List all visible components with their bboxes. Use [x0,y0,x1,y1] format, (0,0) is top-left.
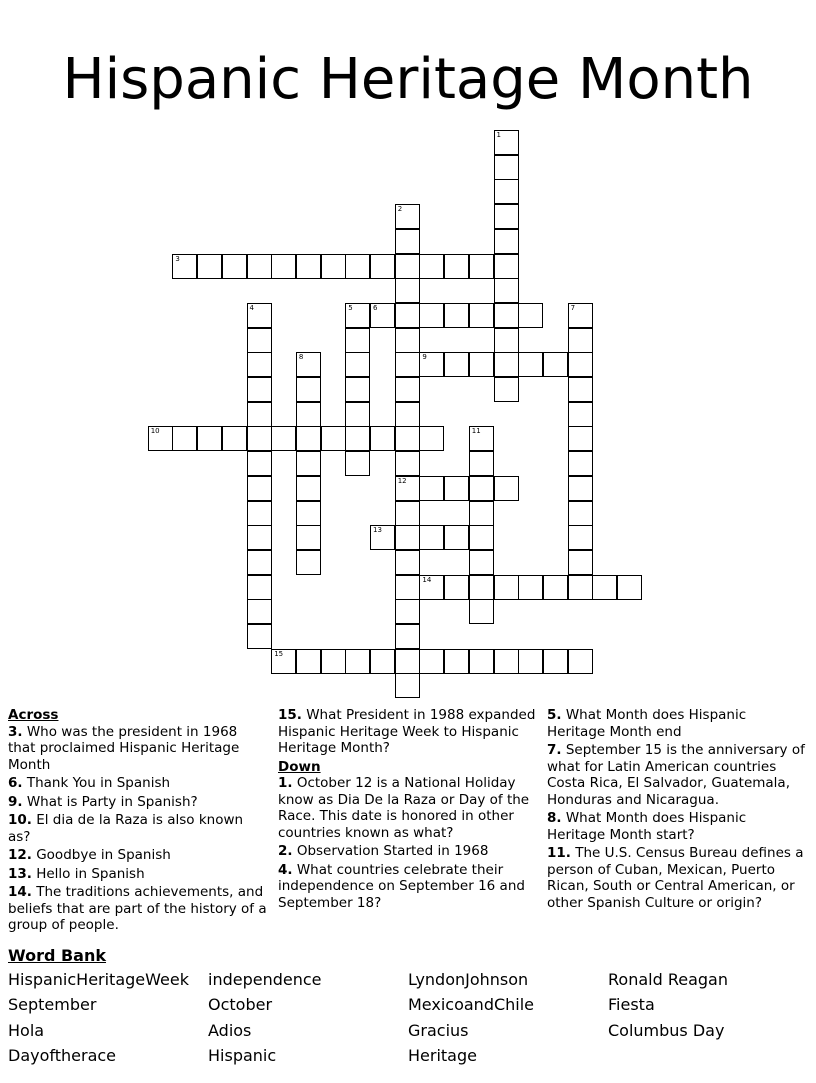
clue-label: 14. [8,884,32,900]
grid-cell[interactable] [247,254,272,279]
grid-cell[interactable] [296,402,321,427]
grid-cell[interactable] [444,575,469,600]
grid-cell[interactable] [271,649,296,674]
grid-cell[interactable] [469,501,494,526]
grid-cell[interactable] [444,303,469,328]
clue-text: What Month does Hispanic Heritage Month start? [547,810,747,843]
grid-cell[interactable] [494,328,519,353]
down-clue [278,862,538,912]
clue-label: 1. [278,775,293,791]
clue-number: 12 [397,476,407,485]
word-bank-item: Dayoftherace [8,1045,117,1065]
clue-number: 10 [150,427,160,436]
clue-label: 12. [8,847,32,863]
grid-cell[interactable] [345,328,370,353]
grid-cell[interactable] [247,352,272,377]
word-bank-item: LyndonJohnson [408,970,529,989]
grid-cell[interactable] [345,303,370,328]
word-bank-item: Hispanic [208,1045,277,1065]
grid-cell[interactable] [345,426,370,451]
clue-number: 8 [298,353,304,362]
grid-cell[interactable] [469,254,494,279]
grid-cell[interactable] [345,254,370,279]
clue-number: 7 [570,303,576,312]
grid-cell[interactable] [296,352,321,377]
grid-cell[interactable] [247,476,272,501]
clue-label: 13. [8,865,32,882]
grid-cell[interactable] [247,303,272,328]
grid-cell[interactable] [444,525,469,550]
grid-cell[interactable] [395,402,420,427]
clue-label: 11. [547,845,571,861]
grid-cell[interactable] [395,377,420,402]
grid-cell[interactable] [395,328,420,353]
grid-cell[interactable] [494,649,519,674]
grid-cell[interactable] [148,426,173,451]
grid-cell[interactable] [296,254,321,279]
grid-cell[interactable] [296,377,321,402]
clues-column-1 [8,707,268,936]
across-clue [8,794,268,811]
grid-cell[interactable] [494,229,519,254]
down-clue [547,742,807,808]
clue-text: October 12 is a National Holiday know as Dia De la Raza or Day of the Race. This date is honored in other countries known as what? [278,775,530,841]
grid-cell[interactable] [444,352,469,377]
grid-cell[interactable] [419,525,444,550]
grid-cell[interactable] [444,476,469,501]
grid-cell[interactable] [395,476,420,501]
grid-cell[interactable] [568,550,593,575]
grid-cell[interactable] [222,254,247,279]
grid-cell[interactable] [271,426,296,451]
grid-cell[interactable] [469,352,494,377]
grid-cell[interactable] [469,303,494,328]
grid-cell[interactable] [197,254,222,279]
grid-cell[interactable] [222,426,247,451]
clue-number: 14 [422,575,432,584]
grid-cell[interactable] [395,229,420,254]
grid-cell[interactable] [568,377,593,402]
word-bank-item: HispanicHeritageWeek [8,970,189,989]
grid-cell[interactable] [370,649,395,674]
clue-label: 8. [547,810,562,826]
clue-number: 5 [348,303,353,312]
grid-cell[interactable] [247,451,272,476]
clue-number: 6 [373,303,378,312]
clue-label: 2. [278,843,293,859]
grid-cell[interactable] [543,649,568,674]
clue-number: 3 [175,254,180,263]
grid-cell[interactable] [494,179,519,204]
word-bank-item: Columbus Day [608,1020,725,1040]
grid-cell[interactable] [568,525,593,550]
grid-cell[interactable] [395,426,420,451]
clue-text: What countries celebrate their independence on September 16 and September 18? [278,861,525,911]
grid-cell[interactable] [568,451,593,476]
word-bank-item: Gracius [408,1020,469,1040]
grid-cell[interactable] [370,426,395,451]
grid-cell[interactable] [395,451,420,476]
grid-cell[interactable] [494,204,519,229]
word-bank-item: MexicoandChile [408,995,535,1015]
grid-cell[interactable] [395,352,420,377]
clue-number: 9 [422,353,427,362]
grid-cell[interactable] [469,649,494,674]
grid-cell[interactable] [494,303,519,328]
grid-cell[interactable] [395,525,420,550]
clue-number: 13 [373,526,382,535]
across-clue [8,812,268,845]
grid-cell[interactable] [395,204,420,229]
grid-cell[interactable] [469,451,494,476]
grid-cell[interactable] [395,303,420,328]
grid-cell[interactable] [395,649,420,674]
across-clue [8,866,268,883]
clue-label: 7. [547,742,562,758]
grid-cell[interactable] [247,328,272,353]
clue-text: The traditions achievements, and beliefs that are part of the history of a group of people. [8,884,267,933]
grid-cell[interactable] [370,525,395,550]
clue-label: 5. [547,707,562,723]
grid-cell[interactable] [568,649,593,674]
grid-cell[interactable] [370,303,395,328]
word-bank-item: Adios [208,1020,252,1040]
grid-cell[interactable] [543,352,568,377]
grid-cell[interactable] [469,426,494,451]
clue-label: 9. [8,793,23,810]
grid-cell[interactable] [494,377,519,402]
grid-cell[interactable] [617,575,642,600]
grid-cell[interactable] [494,575,519,600]
grid-cell[interactable] [296,525,321,550]
clue-number: 2 [397,205,403,214]
clues-column-3 [547,707,807,913]
grid-cell[interactable] [568,501,593,526]
grid-cell[interactable] [247,501,272,526]
word-bank-item: Heritage [408,1045,477,1065]
grid-cell[interactable] [469,575,494,600]
clue-text: What Month does Hispanic Heritage Month end [547,707,747,740]
grid-cell[interactable] [197,426,222,451]
grid-cell[interactable] [469,599,494,624]
clue-text: September 15 is the anniversary of what for Latin American countries Costa Rica, El Salvador, Guatemala, Honduras and Nicaragua. [547,742,805,808]
word-bank-item: September [8,995,97,1015]
grid-cell[interactable] [296,451,321,476]
down-clue [278,843,538,860]
grid-cell[interactable] [395,575,420,600]
grid-cell[interactable] [494,155,519,180]
clue-number: 4 [249,303,254,312]
word-bank-item: Fiesta [608,995,655,1015]
grid-cell[interactable] [568,402,593,427]
grid-cell[interactable] [271,254,296,279]
clue-text: Thank You in Spanish [22,775,171,791]
grid-cell[interactable] [395,254,420,279]
grid-cell[interactable] [395,673,420,698]
word-bank-item: Ronald Reagan [608,970,728,989]
grid-cell[interactable] [469,525,494,550]
grid-cell[interactable] [568,303,593,328]
clue-label: 10. [8,812,32,828]
clue-text: The U.S. Census Bureau defines a person of Cuban, Mexican, Puerto Rican, South or Central American, or other Spanish Culture or origin? [547,845,804,911]
grid-cell[interactable] [568,575,593,600]
grid-cell[interactable] [419,476,444,501]
clue-text: What is Party in Spanish? [22,793,198,810]
grid-cell[interactable] [345,377,370,402]
grid-cell[interactable] [469,476,494,501]
grid-cell[interactable] [321,649,346,674]
grid-cell[interactable] [419,254,444,279]
grid-cell[interactable] [494,254,519,279]
across-clue [8,775,268,792]
down-heading: Down [278,758,321,775]
grid-cell[interactable] [296,649,321,674]
grid-cell[interactable] [592,575,617,600]
grid-cell[interactable] [494,130,519,155]
word-bank-item: independence [208,970,322,989]
grid-cell[interactable] [395,599,420,624]
clue-text: Observation Started in 1968 [292,843,489,859]
grid-cell[interactable] [518,352,543,377]
grid-cell[interactable] [345,451,370,476]
grid-cell[interactable] [494,476,519,501]
grid-cell[interactable] [419,649,444,674]
down-clue [278,775,538,841]
grid-cell[interactable] [345,402,370,427]
grid-cell[interactable] [419,303,444,328]
grid-cell[interactable] [494,278,519,303]
across-heading: Across [8,707,59,723]
grid-cell[interactable] [469,550,494,575]
clue-label: 6. [8,775,23,791]
grid-cell[interactable] [247,599,272,624]
grid-cell[interactable] [395,501,420,526]
grid-cell[interactable] [568,352,593,377]
grid-cell[interactable] [419,426,444,451]
down-clue [547,810,807,843]
grid-cell[interactable] [247,575,272,600]
clue-number: 11 [471,427,481,436]
clue-text: El dia de la Raza is also known as? [8,812,244,845]
grid-cell[interactable] [395,550,420,575]
grid-cell[interactable] [247,426,272,451]
grid-cell[interactable] [247,624,272,649]
clues-column-2 [278,707,538,913]
grid-cell[interactable] [345,352,370,377]
grid-cell[interactable] [518,649,543,674]
grid-cell[interactable] [296,501,321,526]
clue-number: 1 [496,131,501,139]
clue-number: 15 [274,649,284,658]
clue-text: Goodbye in Spanish [31,847,171,863]
grid-cell[interactable] [247,402,272,427]
clue-text: Who was the president in 1968 that proclaimed Hispanic Heritage Month [8,723,240,773]
grid-cell[interactable] [172,254,197,279]
grid-cell[interactable] [543,575,568,600]
grid-cell[interactable] [568,426,593,451]
grid-cell[interactable] [395,278,420,303]
down-clue [547,845,807,911]
grid-cell[interactable] [172,426,197,451]
clue-label: 4. [278,861,293,878]
grid-cell[interactable] [321,254,346,279]
grid-cell[interactable] [247,550,272,575]
grid-cell[interactable] [518,575,543,600]
clue-label: 15. [278,707,302,723]
word-bank-title: Word Bank [8,946,107,965]
grid-cell[interactable] [494,352,519,377]
grid-cell[interactable] [296,426,321,451]
grid-cell[interactable] [568,476,593,501]
grid-cell[interactable] [444,254,469,279]
grid-cell[interactable] [568,328,593,353]
grid-cell[interactable] [419,575,444,600]
across-clue [278,707,538,757]
page-title: Hispanic Heritage Month [62,47,754,112]
grid-cell[interactable] [296,550,321,575]
across-clue [8,724,268,774]
grid-cell[interactable] [518,303,543,328]
word-bank-item: Hola [8,1020,45,1040]
down-clue [547,707,807,740]
clue-text: Hello in Spanish [31,865,145,882]
clue-text: What President in 1988 expanded Hispanic Heritage Week to Hispanic Heritage Month? [278,707,536,756]
grid-cell[interactable] [247,377,272,402]
grid-cell[interactable] [321,426,346,451]
grid-cell[interactable] [296,476,321,501]
clue-label: 3. [8,723,23,740]
grid-cell[interactable] [444,649,469,674]
grid-cell[interactable] [370,254,395,279]
grid-cell[interactable] [247,525,272,550]
word-bank-item: October [208,995,273,1015]
grid-cell[interactable] [345,649,370,674]
across-clue [8,884,268,934]
across-clue [8,847,268,864]
grid-cell[interactable] [419,352,444,377]
grid-cell[interactable] [395,624,420,649]
